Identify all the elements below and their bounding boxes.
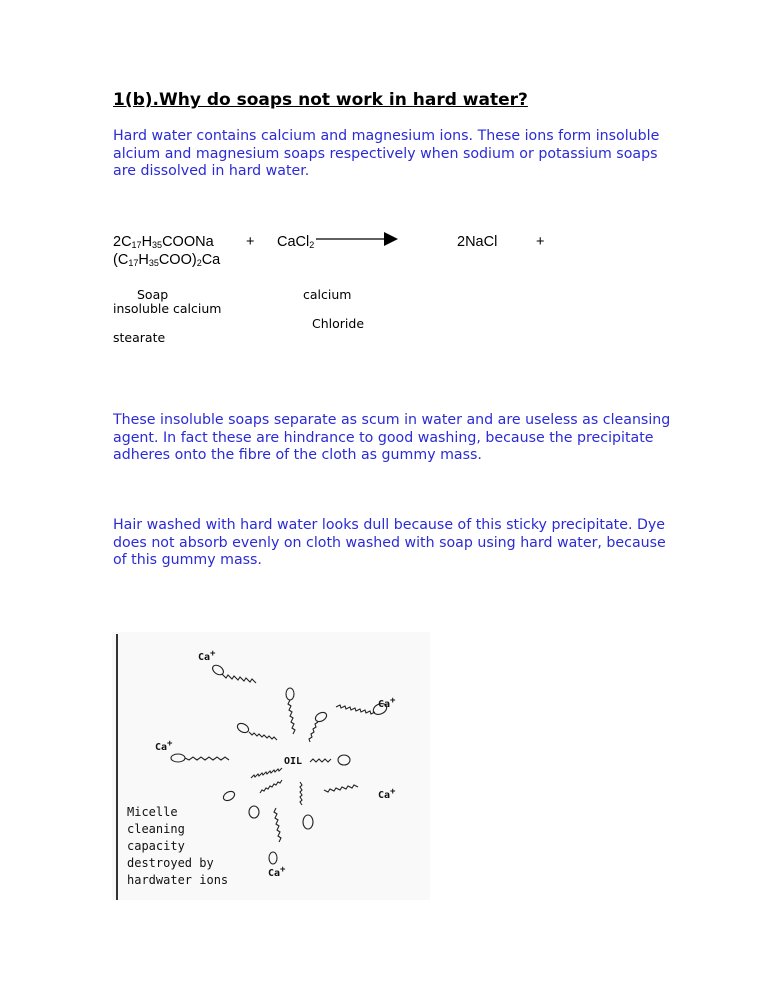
page-heading: 1(b).Why do soaps not work in hard water?: [113, 90, 528, 110]
label-soap: Soap: [137, 287, 169, 302]
product-calcium-stearate: $(C_{17}H_{35}COO)_2Ca$: [113, 252, 221, 268]
label-stearate: stearate: [113, 330, 166, 345]
hair-paragraph: Hair washed with hard water looks dull because of this sticky precipitate. Dye does not absorb evenly on cloth washed with soap using hard water, because of this gummy mass.: [113, 517, 666, 568]
reaction-arrow-icon: [316, 230, 400, 248]
micelle-figure: [112, 632, 430, 900]
calcium-ion-label: Ca+: [378, 787, 396, 801]
plus-sign-2: +: [536, 234, 545, 250]
calcium-ion-label: Ca+: [378, 696, 396, 710]
label-chloride: Chloride: [312, 316, 365, 331]
plus-sign-1: +: [246, 234, 255, 250]
label-insoluble-calcium: insoluble calcium: [113, 301, 222, 316]
product-sodium-chloride: 2NaCl: [457, 234, 498, 250]
calcium-ion-label: Ca+: [268, 865, 286, 879]
intro-paragraph: Hard water contains calcium and magnesium ions. These ions form insoluble alcium and magnesium soaps respectively when sodium or potassium soaps are dissolved in hard water.: [113, 128, 660, 179]
calcium-ion-label: Ca+: [198, 649, 216, 663]
label-calcium: calcium: [303, 287, 352, 302]
oil-label: OIL: [284, 756, 303, 767]
scum-paragraph: These insoluble soaps separate as scum in water and are useless as cleansing agent. In fact these are hindrance to good washing, because the precipitate adheres onto the fibre of the cloth as gummy mass.: [113, 412, 671, 463]
calcium-ion-label: Ca+: [155, 739, 173, 753]
reactant-calcium-chloride: CaCl$_2$: [277, 234, 315, 250]
figure-caption: Micelle cleaning capacity destroyed by hardwater ions: [127, 805, 229, 887]
reactant-soap: $2C_{17}H_{35}COONa$: [113, 234, 214, 250]
